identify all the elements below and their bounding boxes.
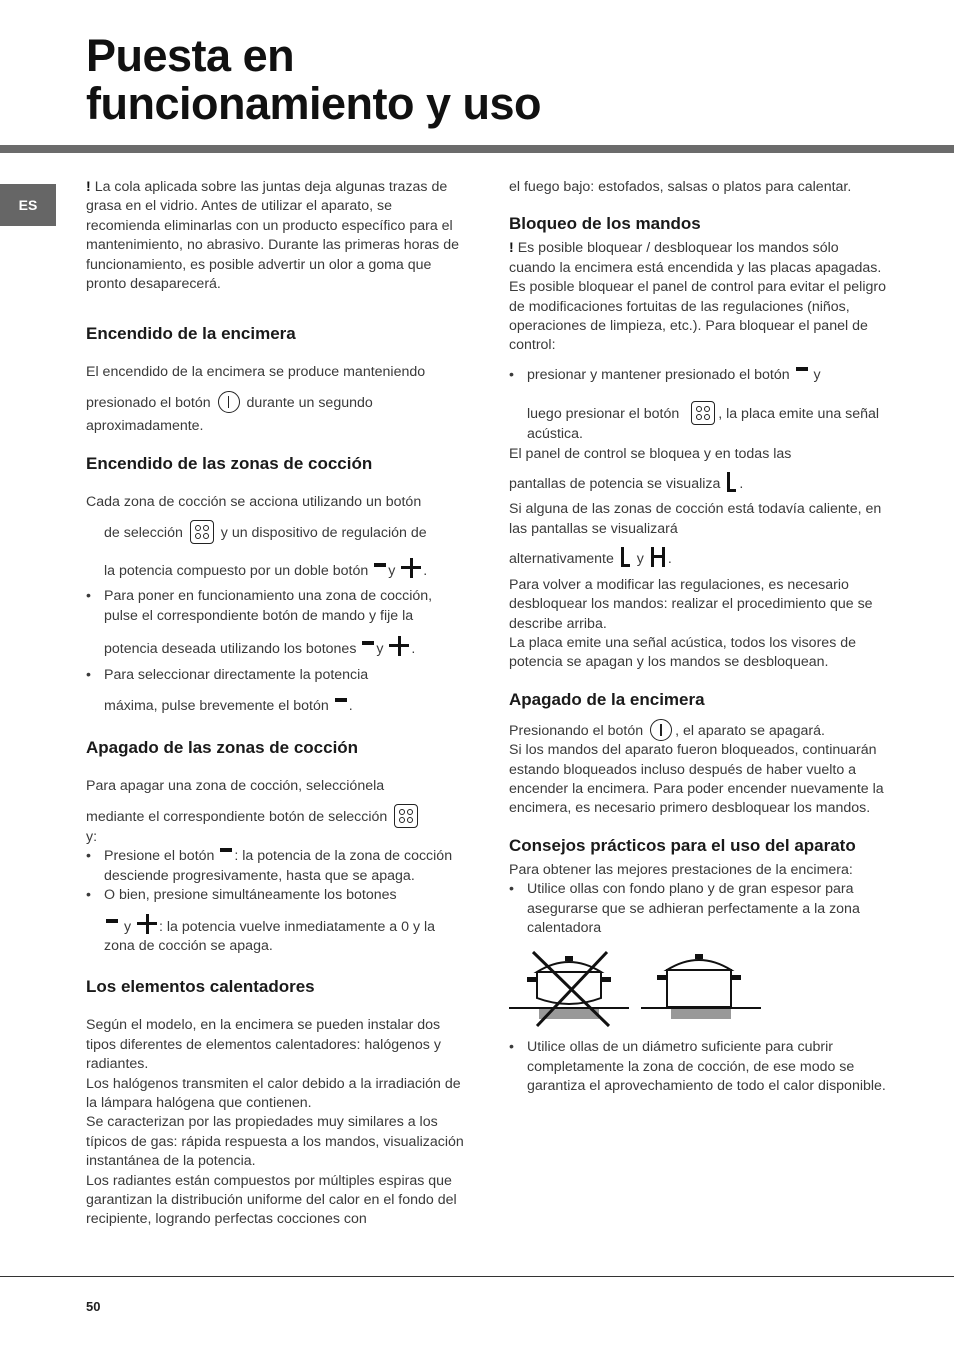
text: potencia deseada utilizando los botones (104, 641, 357, 658)
paragraph (509, 472, 889, 494)
paragraph: El panel de control se bloquea y en todas las (509, 445, 792, 462)
paragraph: Para obtener las mejores prestaciones de la encimera: (509, 861, 853, 878)
correct-pot-icon (641, 954, 761, 1019)
paragraph: Los radiantes están compuestos por múltiples espiras que garantizan la distribución uniforme del calor en el fondo del recipiente, logrando perfectas cocciones con (86, 1172, 457, 1228)
paragraph (86, 804, 464, 828)
paragraph: El encendido de la encimera se produce manteniendo (86, 364, 426, 381)
page-title-line-2: funcionamiento y uso (86, 78, 542, 129)
list-item (509, 366, 889, 445)
text: y (123, 918, 132, 935)
selection-button-icon (394, 804, 418, 828)
text: mediante el correspondiente botón de selección (86, 808, 388, 825)
paragraph: Si alguna de las zonas de cocción está todavía caliente, en las pantallas se visualizará (509, 501, 882, 537)
paragraph: Para volver a modificar las regulaciones, es necesario desbloquear los mandos: realizar el procedimiento que se describe arriba. (509, 576, 873, 632)
page-title-line-1: Puesta en (86, 30, 295, 81)
list-item (86, 886, 464, 956)
text: alternativamente (509, 551, 614, 568)
left-column (86, 178, 464, 1230)
power-button-icon (218, 391, 240, 413)
minus-icon (796, 367, 808, 371)
minus-icon (374, 563, 386, 567)
heading-encendido-zonas: Encendido de las zonas de cocción (86, 453, 373, 473)
heading-consejos: Consejos prácticos para el uso del aparato (509, 835, 856, 855)
hot-H-display-icon (651, 547, 665, 567)
right-column (509, 178, 889, 1097)
text: y (813, 366, 821, 383)
heading-encendido-encimera: Encendido de la encimera (86, 324, 296, 344)
warning-mark: ! (509, 240, 514, 257)
intro-note (86, 178, 464, 294)
paragraph (509, 719, 889, 741)
heading-bloqueo: Bloqueo de los mandos (509, 214, 701, 234)
text: Es posible bloquear / desbloquear los mandos sólo cuando la encimera está encendida y las placas apagadas. (509, 240, 882, 276)
text: : la potencia vuelve inmediatamente a 0 y la zona de cocción se apaga. (104, 918, 436, 954)
paragraph: aproximadamente. (86, 418, 204, 435)
text: . (423, 563, 428, 580)
paragraph: Cada zona de cocción se acciona utilizando un botón (86, 493, 422, 510)
list-item (86, 847, 464, 886)
text: presionar y mantener presionado el botón (527, 366, 790, 383)
text: luego presionar el botón (527, 406, 680, 423)
heading-apagado-zonas: Apagado de las zonas de cocción (86, 737, 359, 757)
minus-icon (362, 641, 374, 645)
minus-icon (106, 919, 118, 923)
text: y un dispositivo de regulación de (220, 525, 427, 542)
paragraph (509, 547, 889, 569)
paragraph: La placa emite una señal acústica, todos los visores de potencia se apagan y los mandos se desbloquean. (509, 634, 857, 671)
text: O bien, presione simultáneamente los botones (104, 887, 397, 904)
list-item (86, 666, 464, 717)
power-button-icon (650, 719, 672, 741)
list-item (509, 880, 889, 938)
text: presionado el botón (86, 394, 211, 411)
page-number: 50 (86, 1299, 101, 1314)
warning-mark: ! (86, 179, 91, 195)
lock-L-display-icon (621, 547, 630, 567)
text: . (667, 551, 672, 568)
text: , el aparato se apagará. (675, 722, 825, 739)
paragraph: Si los mandos del aparato fueron bloqueados, continuarán estando bloqueados incluso después de haber vuelto a encender la encimera. Para poder encender nuevamente la encimera, es necesario primero desbloquear los mandos. (509, 742, 884, 817)
list-item (509, 1038, 889, 1096)
title-divider (0, 145, 954, 153)
paragraph: Se caracterizan por las propiedades muy similares a los típicos de gas: rápida respuesta a los mandos, visualización instantánea de la potencia. (86, 1114, 464, 1170)
footer-divider (0, 1276, 954, 1277)
paragraph (509, 239, 889, 278)
page-title (86, 32, 541, 128)
plus-icon (401, 558, 421, 578)
text: la potencia compuesto por un doble botón (104, 563, 369, 580)
text: Presione el botón (104, 848, 215, 865)
paragraph: el fuego bajo: estofados, salsas o platos para calentar. (509, 179, 852, 195)
paragraph: y: (86, 828, 98, 845)
text: . (348, 698, 353, 715)
pot-illustration (509, 948, 769, 1030)
text: y (376, 641, 384, 658)
lock-L-display-icon (727, 472, 736, 492)
plus-icon (137, 914, 157, 934)
list-item (86, 587, 464, 659)
text: , la placa emite una señal acústica. (527, 406, 880, 443)
text: . (411, 641, 416, 658)
paragraph: Según el modelo, en la encimera se pueden instalar dos tipos diferentes de elementos calentadores: halógenos y radiantes. (86, 1017, 441, 1073)
text: . (739, 476, 744, 493)
text: máxima, pulse brevemente el botón (104, 698, 329, 715)
paragraph: Es posible bloquear el panel de control para evitar el peligro de modificaciones fortuitas de las regulaciones (niños, operaciones de limpieza, etc.). Para bloquear el panel de control: (509, 279, 886, 354)
text: Presionando el botón (509, 722, 644, 739)
paragraph (86, 391, 464, 413)
text: Utilice ollas de un diámetro suficiente para cubrir completamente la zona de cocción, de ese modo se garantiza el aprovechamiento de todo el calor disponible. (527, 1039, 886, 1095)
language-tab: ES (0, 184, 56, 226)
minus-icon (335, 698, 347, 702)
paragraph: Los halógenos transmiten el calor debido a la irradiación de la lámpara halógena que contienen. (86, 1075, 461, 1111)
text: Para poner en funcionamiento una zona de cocción, pulse el correspondiente botón de mando y fije la (104, 588, 433, 624)
heading-apagado-encimera: Apagado de la encimera (509, 689, 705, 709)
selection-button-icon (190, 520, 214, 544)
text: pantallas de potencia se visualiza (509, 476, 721, 493)
paragraph (86, 520, 464, 544)
heading-elementos: Los elementos calentadores (86, 977, 315, 997)
paragraph: Para apagar una zona de cocción, selecciónela (86, 777, 385, 794)
text: y (388, 563, 396, 580)
wrong-pot-icon (509, 952, 629, 1026)
text: de selección (104, 525, 183, 542)
text: Para seleccionar directamente la potencia (104, 666, 369, 683)
text: Utilice ollas con fondo plano y de gran espesor para asegurarse que se adhieran perfectamente a la zona calentadora (527, 881, 860, 936)
plus-icon (389, 636, 409, 656)
paragraph (86, 558, 464, 581)
intro-text: La cola aplicada sobre las juntas deja algunas trazas de grasa en el vidrio. Antes de utilizar el aparato, se recomienda eliminarlas con un producto específico para el mantenimiento, no abrasivo. Durante las primeras horas de funcionamiento, es posible advertir un olor a goma que pronto desaparecerá. (86, 179, 460, 293)
text: : la potencia de la zona de cocción desciende progresivamente, hasta que se apaga. (104, 848, 453, 884)
text: durante un segundo (246, 394, 373, 411)
minus-icon (220, 848, 232, 852)
text: y (636, 551, 644, 568)
selection-button-icon (691, 401, 715, 425)
